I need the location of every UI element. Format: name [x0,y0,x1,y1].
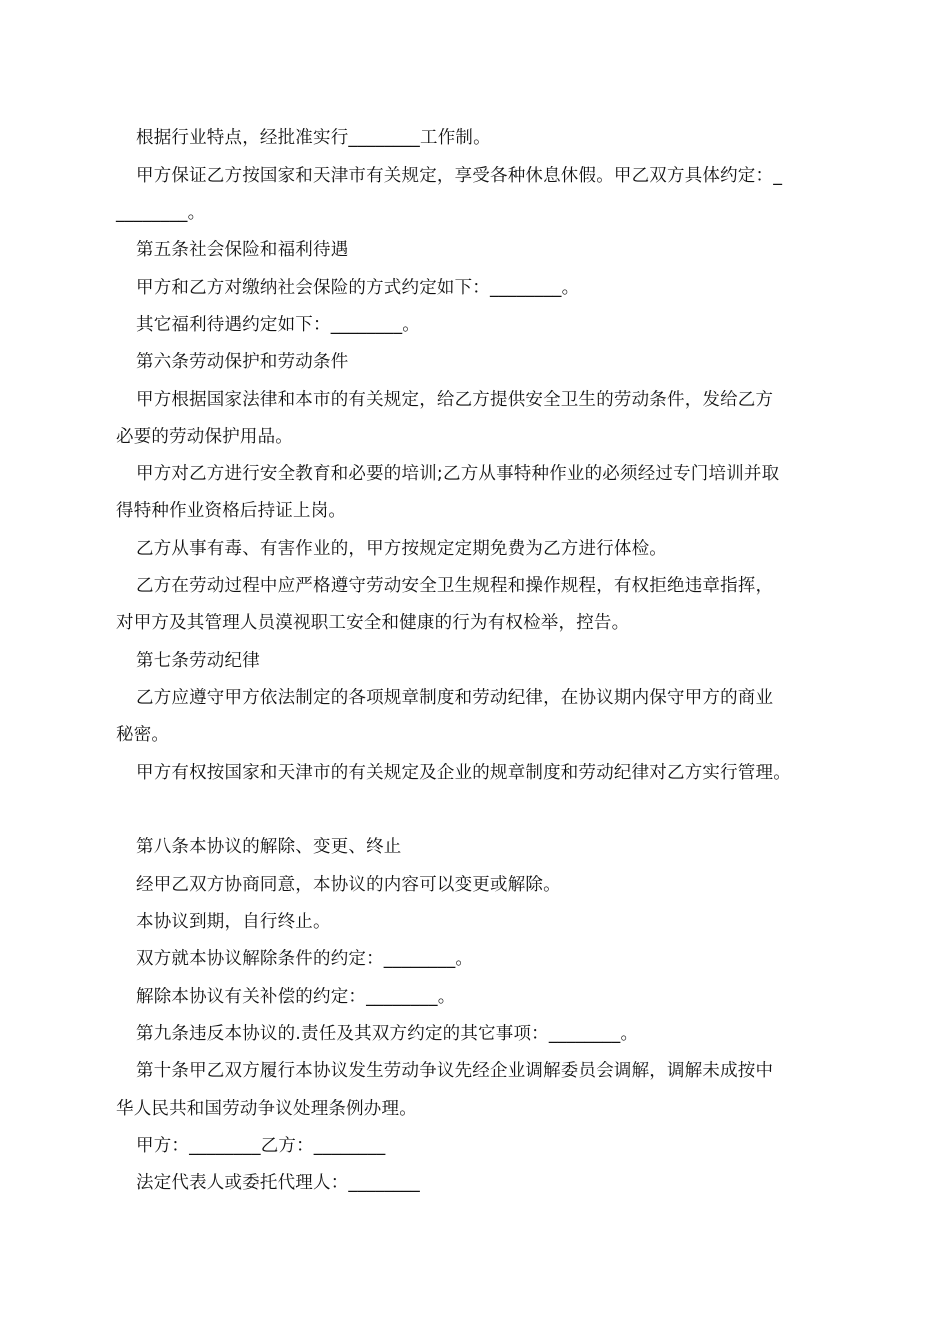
signature-line: 甲方：________乙方：________ [136,1136,386,1156]
signature-line: 法定代表人或委托代理人：________ [136,1173,420,1193]
paragraph-line: 甲方保证乙方按国家和天津市有关规定，享受各种休息休假。甲乙双方具体约定：_ [136,166,783,186]
paragraph-line: 甲方和乙方对缴纳社会保险的方式约定如下：________。 [136,278,580,298]
paragraph-line: 本协议到期，自行终止。 [136,912,331,932]
paragraph-line: 得特种作业资格后持证上岗。 [116,501,347,521]
paragraph-line: 甲方根据国家法律和本市的有关规定，给乙方提供安全卫生的劳动条件，发给乙方 [136,390,774,410]
paragraph-line: ________。 [116,203,206,223]
paragraph-line: 甲方对乙方进行安全教育和必要的培训;乙方从事特种作业的必须经过专门培训并取 [136,464,780,484]
section-heading: 第六条劳动保护和劳动条件 [136,352,349,372]
paragraph-line: 经甲乙双方协商同意，本协议的内容可以变更或解除。 [136,875,561,895]
section-heading: 第五条社会保险和福利待遇 [136,240,349,260]
paragraph-line: 乙方应遵守甲方依法制定的各项规章制度和劳动纪律，在协议期内保守甲方的商业 [136,688,774,708]
paragraph-line: 对甲方及其管理人员漠视职工安全和健康的行为有权检举，控告。 [116,613,630,633]
paragraph-line: 必要的劳动保护用品。 [116,427,293,447]
paragraph-line: 华人民共和国劳动争议处理条例办理。 [116,1099,417,1119]
paragraph-line: 根据行业特点，经批准实行________工作制。 [136,128,491,148]
section-heading: 第七条劳动纪律 [136,651,260,671]
paragraph-line: 解除本协议有关补偿的约定：________。 [136,987,456,1007]
paragraph-line: 秘密。 [116,725,170,745]
section-heading: 第八条本协议的解除、变更、终止 [136,837,402,857]
paragraph-line: 乙方从事有毒、有害作业的，甲方按规定定期免费为乙方进行体检。 [136,539,667,559]
paragraph-line: 甲方有权按国家和天津市的有关规定及企业的规章制度和劳动纪律对乙方实行管理。 [136,763,791,783]
section-heading: 第九条违反本协议的.责任及其双方约定的其它事项：________。 [136,1024,639,1044]
paragraph-line: 双方就本协议解除条件的约定：________。 [136,949,474,969]
section-heading: 第十条甲乙双方履行本协议发生劳动争议先经企业调解委员会调解，调解未成按中 [136,1061,774,1081]
paragraph-line: 乙方在劳动过程中应严格遵守劳动安全卫生规程和操作规程，有权拒绝违章指挥， [136,576,774,596]
paragraph-line: 其它福利待遇约定如下：________。 [136,315,420,335]
